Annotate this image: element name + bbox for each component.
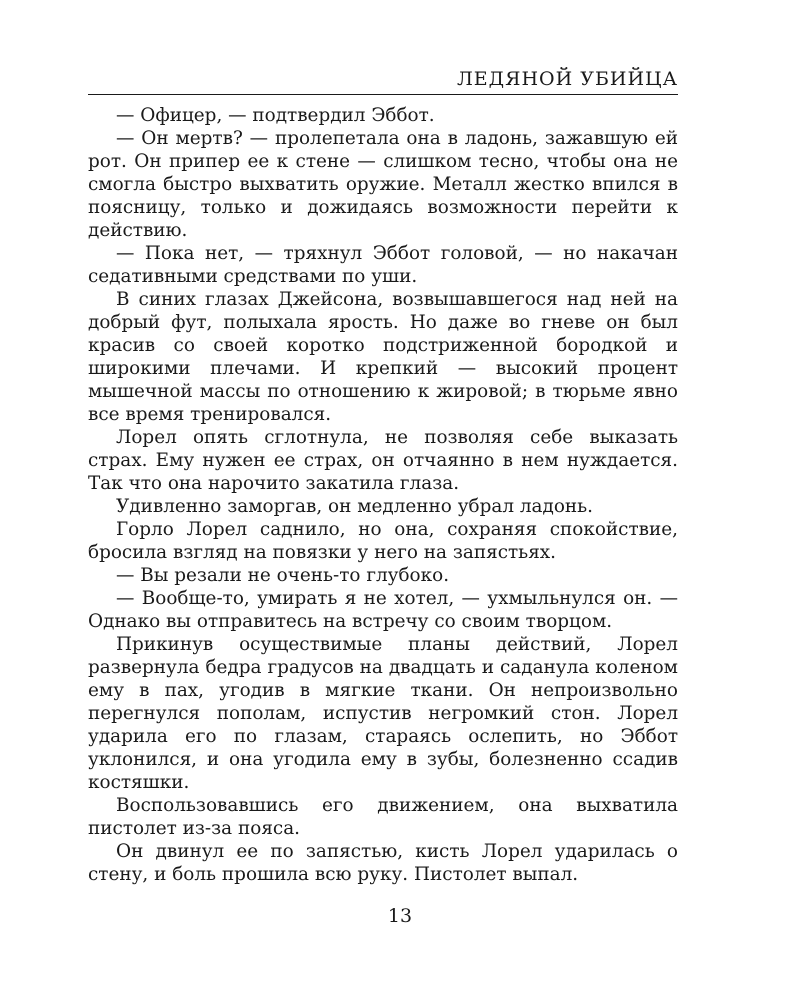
paragraph: Он двинул ее по запястью, кисть Лорел ударилась о стену, и боль прошила всю руку. Пистолет выпал. bbox=[88, 841, 678, 885]
paragraph: Лорел опять сглотнула, не позволяя себе выказать страх. Ему нужен ее страх, он отчаянно в нем нуждается. Так что она нарочито закатила глаза. bbox=[88, 427, 678, 494]
paragraph: Удивленно заморгав, он медленно убрал ладонь. bbox=[116, 496, 594, 517]
paragraph: — Вы резали не очень-то глубоко. bbox=[116, 565, 450, 586]
paragraph: — Он мертв? — пролепетала она в ладонь, зажавшую ей рот. Он припер ее к стене — слишком тесно, чтобы она не смогла быстро выхватить оружие. Металл жестко впился в поясницу, только и дожидаясь возможности перейти к действию. bbox=[88, 128, 678, 241]
paragraph: Прикинув осуществимые планы действий, Лорел развернула бедра градусов на двадцать и саданула коленом ему в пах, угодив в мягкие ткани. Он непроизвольно перегнулся пополам, испустив негромкий стон. Лорел ударила его по глазам, стараясь ослепить, но Эббот уклонился, и она угодила ему в зубы, болезненно ссадив костяшки. bbox=[88, 634, 678, 793]
paragraph: — Вообще-то, умирать я не хотел, — ухмыльнулся он. — Однако вы отправитесь на встречу со своим творцом. bbox=[88, 588, 678, 632]
paragraph: Горло Лорел саднило, но она, сохраняя спокойствие, бросила взгляд на повязки у него на запястьях. bbox=[88, 519, 678, 563]
running-head: ЛЕДЯНОЙ УБИЙЦА bbox=[88, 66, 678, 95]
paragraph: В синих глазах Джейсона, возвышавшегося над ней на добрый фут, полыхала ярость. Но даже во гневе он был красив со своей коротко подстриженной бородкой и широкими плечами. И крепкий — высокий процент мышечной массы по отношению к жировой; в тюрьме явно все время тренировался. bbox=[88, 289, 678, 425]
paragraph: Воспользовавшись его движением, она выхватила пистолет из-за пояса. bbox=[88, 795, 678, 839]
page-number: 13 bbox=[387, 905, 413, 927]
body-text bbox=[88, 104, 678, 886]
paragraph: — Офицер, — подтвердил Эббот. bbox=[116, 105, 435, 126]
paragraph: — Пока нет, — тряхнул Эббот головой, — но накачан седативными средствами по уши. bbox=[88, 243, 678, 287]
